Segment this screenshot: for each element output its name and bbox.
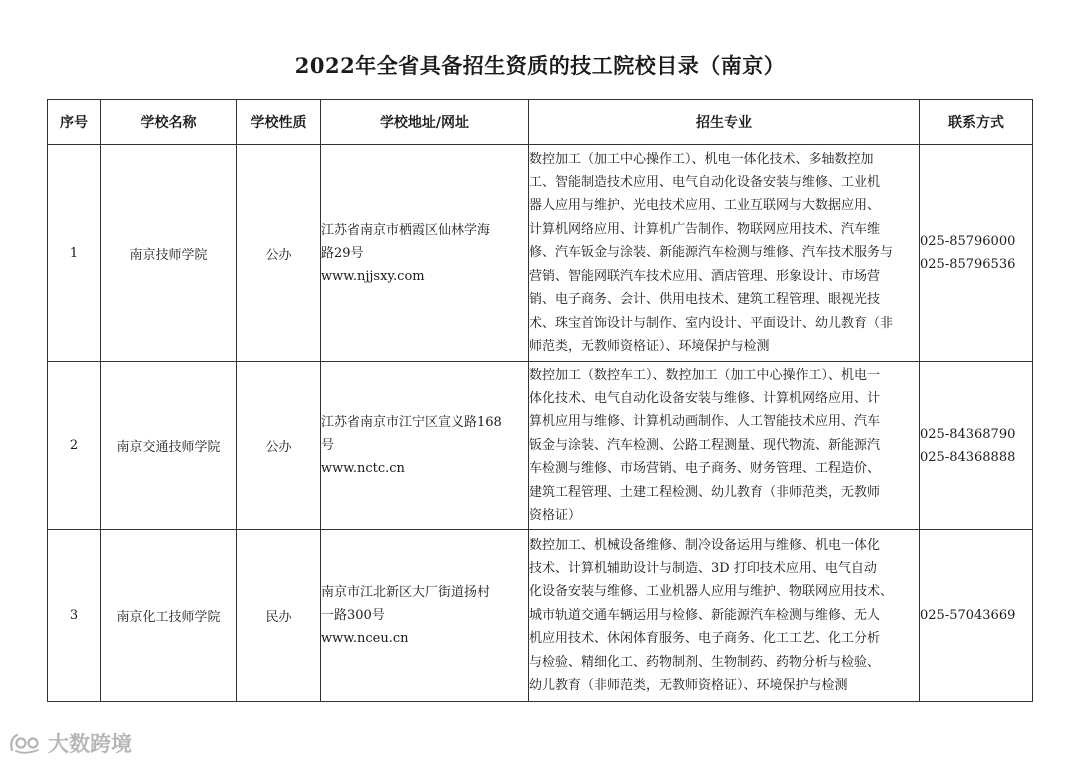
watermark bbox=[8, 728, 132, 758]
majors-line: 修、汽车钣金与涂装、新能源汽车检测与维修、汽车技术服务与 bbox=[529, 245, 894, 261]
website-link[interactable]: www.nceu.cn bbox=[321, 631, 409, 646]
majors-line: 销、电子商务、会计、供用电技术、建筑工程管理、眼视光技 bbox=[529, 292, 881, 308]
cell-school-nature: 公办 bbox=[237, 145, 321, 362]
majors-line: 化设备安装与维修、工业机器人应用与维护、物联网应用技术、 bbox=[529, 584, 894, 600]
watermark-text: 大数跨境 bbox=[48, 732, 132, 756]
phone-number: 025-57043669 bbox=[920, 608, 1016, 623]
cell-school-nature: 公办 bbox=[237, 362, 321, 530]
majors-line: 算机应用与维修、计算机动画制作、人工智能技术应用、汽车 bbox=[529, 414, 881, 430]
majors-line: 机应用技术、休闲体育服务、电子商务、化工工艺、化工分析 bbox=[529, 631, 881, 647]
majors-line: 钣金与涂装、汽车检测、公路工程测量、现代物流、新能源汽 bbox=[529, 437, 881, 453]
cell-majors bbox=[529, 362, 920, 530]
cell-index: 2 bbox=[48, 362, 101, 530]
majors-line: 营销、智能网联汽车技术应用、酒店管理、形象设计、市场营 bbox=[529, 268, 881, 284]
majors-line: 数控加工（数控车工）、数控加工（加工中心操作工）、机电一 bbox=[529, 367, 881, 383]
brand-logo-icon bbox=[8, 732, 42, 754]
cell-majors bbox=[529, 530, 920, 702]
cell-index: 3 bbox=[48, 530, 101, 702]
cell-majors bbox=[529, 145, 920, 362]
cell-contact bbox=[920, 145, 1033, 362]
phone-number: 025-84368790 bbox=[920, 426, 1016, 442]
majors-line: 城市轨道交通车辆运用与检修、新能源汽车检测与维修、无人 bbox=[529, 607, 881, 623]
address-line: 江苏省南京市栖霞区仙林学海 bbox=[321, 222, 491, 238]
majors-line: 幼儿教育（非师范类，无教师资格证）、环境保护与检测 bbox=[529, 678, 848, 694]
cell-contact bbox=[920, 530, 1033, 702]
address-line: 路29号 bbox=[321, 245, 364, 261]
website-link[interactable]: www.nctc.cn bbox=[321, 461, 405, 476]
header-majors: 招生专业 bbox=[529, 100, 920, 145]
majors-line: 与检验、精细化工、药物制剂、生物制药、药物分析与检验、 bbox=[529, 654, 881, 670]
majors-line: 资格证） bbox=[529, 508, 582, 524]
cell-address bbox=[321, 530, 529, 702]
majors-line: 技术、计算机辅助设计与制造、3D 打印技术应用、电气自动 bbox=[529, 560, 877, 576]
cell-school-name: 南京交通技师学院 bbox=[101, 362, 237, 530]
header-contact: 联系方式 bbox=[920, 100, 1033, 145]
table-row bbox=[48, 362, 1033, 530]
majors-line: 建筑工程管理、土建工程检测、幼儿教育（非师范类，无教师 bbox=[529, 484, 881, 500]
majors-line: 计算机网络应用、计算机广告制作、物联网应用技术、汽车维 bbox=[529, 221, 881, 237]
cell-index: 1 bbox=[48, 145, 101, 362]
table-header-row bbox=[48, 100, 1033, 145]
cell-school-name: 南京技师学院 bbox=[101, 145, 237, 362]
majors-line: 术、珠宝首饰设计与制作、室内设计、平面设计、幼儿教育（非 bbox=[529, 315, 894, 331]
header-index: 序号 bbox=[48, 100, 101, 145]
majors-line: 车检测与维修、市场营销、电子商务、财务管理、工程造价、 bbox=[529, 461, 881, 477]
table-row bbox=[48, 145, 1033, 362]
phone-number: 025-85796536 bbox=[920, 257, 1016, 272]
cell-address bbox=[321, 362, 529, 530]
website-link[interactable]: www.njjsxy.com bbox=[321, 268, 425, 284]
address-line: 号 bbox=[321, 438, 335, 453]
table-row bbox=[48, 530, 1033, 702]
cell-address bbox=[321, 145, 529, 362]
phone-number: 025-85796000 bbox=[920, 234, 1016, 249]
header-school-nature: 学校性质 bbox=[237, 100, 321, 145]
majors-line: 工、智能制造技术应用、电气自动化设备安装与维修、工业机 bbox=[529, 175, 881, 191]
page-title: 2022年全省具备招生资质的技工院校目录（南京） bbox=[294, 53, 786, 78]
majors-line: 数控加工（加工中心操作工）、机电一体化技术、多轴数控加 bbox=[529, 151, 874, 167]
majors-line: 器人应用与维护、光电技术应用、工业互联网与大数据应用、 bbox=[529, 198, 881, 214]
school-catalog-table bbox=[47, 99, 1033, 702]
cell-contact bbox=[920, 362, 1033, 530]
address-line: 南京市江北新区大厂街道扬村 bbox=[321, 585, 491, 600]
majors-line: 数控加工、机械设备维修、制冷设备运用与维修、机电一体化 bbox=[529, 537, 881, 553]
address-line: 一路300号 bbox=[321, 608, 385, 623]
cell-school-nature: 民办 bbox=[237, 530, 321, 702]
majors-line: 师范类，无教师资格证）、环境保护与检测 bbox=[529, 338, 770, 354]
address-line: 江苏省南京市江宁区宣义路168 bbox=[321, 415, 502, 430]
cell-school-name: 南京化工技师学院 bbox=[101, 530, 237, 702]
header-school-name: 学校名称 bbox=[101, 100, 237, 145]
header-address: 学校地址/网址 bbox=[321, 100, 529, 145]
phone-number: 025-84368888 bbox=[920, 449, 1016, 465]
majors-line: 体化技术、电气自动化设备安装与维修、计算机网络应用、计 bbox=[529, 390, 881, 406]
